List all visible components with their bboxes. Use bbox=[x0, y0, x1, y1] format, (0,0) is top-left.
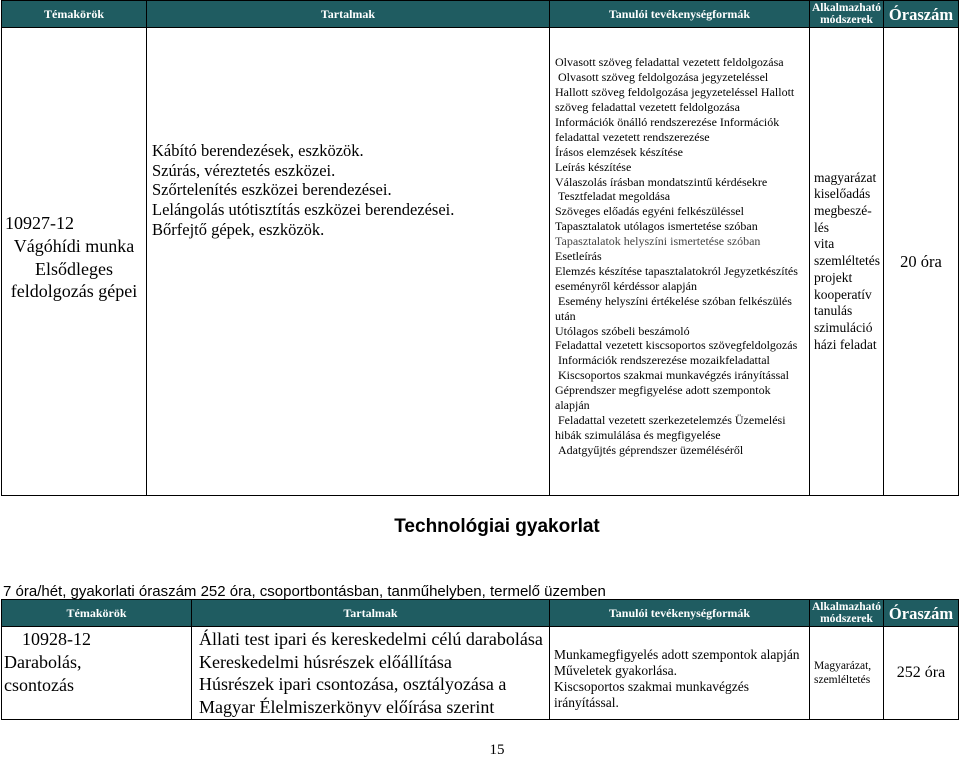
activity-line: Leírás készítése bbox=[555, 159, 632, 174]
table-header-row bbox=[2, 1, 959, 28]
activity-line: Információk rendszerezése mozaikfeladattal bbox=[558, 353, 770, 368]
section-title: Technológiai gyakorlat bbox=[394, 516, 600, 537]
topic-line: feldolgozás gépei bbox=[10, 281, 138, 302]
activities-cell bbox=[550, 28, 810, 496]
activity-line: Tapasztalatok utólagos ismertetése szóban bbox=[555, 219, 758, 234]
topic-code: 10927-12 bbox=[5, 213, 74, 234]
method-line: magyarázat bbox=[814, 169, 877, 185]
content-line: Bőrfejtő gépek, eszközök. bbox=[152, 219, 325, 239]
method-line: vita bbox=[814, 236, 835, 252]
table-header-row bbox=[2, 600, 959, 627]
activity-line: Elemzés készítése tapasztalatokról Jegyzetkészítés bbox=[555, 263, 798, 278]
topic-cell bbox=[2, 627, 192, 720]
content-line: Húsrészek ipari csontozása, osztályozása a bbox=[199, 674, 507, 695]
header-methods: Alkalmazható módszerek bbox=[810, 1, 884, 28]
activities-cell bbox=[550, 627, 810, 720]
method-line: lés bbox=[814, 219, 829, 235]
activity-line: alapján bbox=[555, 398, 590, 413]
topic-line: Elsődleges bbox=[35, 258, 113, 279]
content-line: Kereskedelmi húsrészek előállítása bbox=[199, 651, 452, 672]
topic-line: Vágóhídi munka bbox=[13, 235, 135, 256]
content-line: Szúrás, véreztetés eszközei. bbox=[152, 160, 336, 180]
header-contents: Tartalmak bbox=[147, 1, 550, 28]
content-line: Magyar Élelmiszerkönyv előírása szerint bbox=[199, 697, 495, 718]
header-hours: Óraszám bbox=[884, 600, 959, 627]
method-line: kiselőadás bbox=[814, 186, 871, 202]
activity-line: Géprendszer megfigyelése adott szempontok bbox=[555, 383, 771, 398]
activity-line: Adatgyűjtés géprendszer üzeméléséről bbox=[558, 442, 744, 457]
activity-line: Feladattal vezetett szerkezetelemzés Üzemelési bbox=[558, 413, 786, 428]
method-line: megbeszé- bbox=[814, 203, 872, 219]
contents-cell bbox=[147, 28, 550, 496]
content-line: Állati test ipari és kereskedelmi célú darabolása bbox=[199, 629, 543, 649]
page-number: 15 bbox=[489, 742, 505, 758]
activity-line: feladattal vezetett rendszerezése bbox=[555, 129, 710, 144]
topic-line: csontozás bbox=[4, 675, 74, 695]
topic-code: 10928-12 bbox=[22, 629, 91, 649]
activity-line: Tapasztalatok helyszíni ismertetése szóban bbox=[555, 234, 761, 249]
hours-cell: 20 óra bbox=[884, 28, 959, 496]
activity-line: Kiscsoportos szakmai munkavégzés bbox=[554, 678, 749, 694]
activity-line: Olvasott szöveg feladattal vezetett feldolgozása bbox=[555, 55, 784, 70]
activity-line: Információk önálló rendszerezése Információk bbox=[555, 114, 780, 129]
curriculum-table-practice bbox=[1, 599, 959, 720]
method-line: kooperatív bbox=[814, 286, 872, 302]
table-row bbox=[2, 28, 959, 496]
method-line: szemléltetés bbox=[814, 253, 880, 269]
activity-line: Esemény helyszíni értékelése szóban felkészülés bbox=[558, 293, 792, 308]
activity-line: Olvasott szöveg feldolgozása jegyzeteléssel bbox=[558, 70, 769, 85]
activity-line: Műveletek gyakorlása. bbox=[554, 662, 677, 678]
activity-line: Válaszolás írásban mondatszintű kérdésekre bbox=[555, 174, 768, 189]
header-topics: Témakörök bbox=[2, 600, 192, 627]
activity-line: eseményről kérdéssor alapján bbox=[555, 278, 697, 293]
activity-line: Utólagos szóbeli beszámoló bbox=[555, 323, 690, 338]
method-line: tanulás bbox=[814, 303, 853, 319]
table-row bbox=[2, 627, 959, 720]
activity-line: hibák szimulálása és megfigyelése bbox=[555, 427, 721, 442]
method-line: szemléltetés bbox=[814, 673, 871, 686]
activity-line: Írásos elemzések készítése bbox=[555, 144, 683, 159]
activity-line: irányítással. bbox=[554, 694, 619, 710]
hours-cell: 252 óra bbox=[884, 627, 959, 720]
content-line: Kábító berendezések, eszközök. bbox=[152, 141, 364, 160]
topic-line: Darabolás, bbox=[4, 652, 82, 672]
method-line: Magyarázat, bbox=[814, 659, 872, 672]
header-methods: Alkalmazható módszerek bbox=[810, 600, 884, 627]
content-line: Lelángolás utótisztítás eszközei berendezései. bbox=[152, 200, 455, 220]
content-line: Szőrtelenítés eszközei berendezései. bbox=[152, 180, 392, 200]
activity-line: után bbox=[555, 308, 576, 323]
methods-cell bbox=[810, 627, 884, 720]
methods-cell bbox=[810, 28, 884, 496]
method-line: projekt bbox=[814, 269, 853, 285]
activity-line: Tesztfeladat megoldása bbox=[558, 189, 671, 204]
activity-line: Hallott szöveg feldolgozása jegyzeteléssel Hallott bbox=[555, 85, 795, 100]
method-line: házi feladat bbox=[814, 336, 877, 352]
header-topics: Témakörök bbox=[2, 1, 147, 28]
activity-line: Feladattal vezetett kiscsoportos szövegfeldolgozás bbox=[555, 338, 798, 353]
activity-line: szöveg feladattal vezetett feldolgozása bbox=[555, 99, 740, 114]
header-activities: Tanulói tevékenységformák bbox=[550, 600, 810, 627]
header-hours: Óraszám bbox=[884, 1, 959, 28]
activity-line: Esetleírás bbox=[555, 249, 602, 264]
activity-line: Munkamegfigyelés adott szempontok alapján bbox=[554, 646, 800, 662]
activity-line: Szöveges előadás egyéni felkészüléssel bbox=[555, 204, 744, 219]
method-line: szimuláció bbox=[814, 319, 873, 335]
contents-cell bbox=[192, 627, 550, 720]
section-subtitle: 7 óra/hét, gyakorlati óraszám 252 óra, csoportbontásban, tanműhelyben, termelő üzemben bbox=[3, 583, 606, 600]
topic-cell bbox=[2, 28, 147, 496]
curriculum-table-theory bbox=[1, 0, 959, 496]
header-contents: Tartalmak bbox=[192, 600, 550, 627]
header-activities: Tanulói tevékenységformák bbox=[550, 1, 810, 28]
activity-line: Kiscsoportos szakmai munkavégzés irányítással bbox=[558, 368, 789, 383]
